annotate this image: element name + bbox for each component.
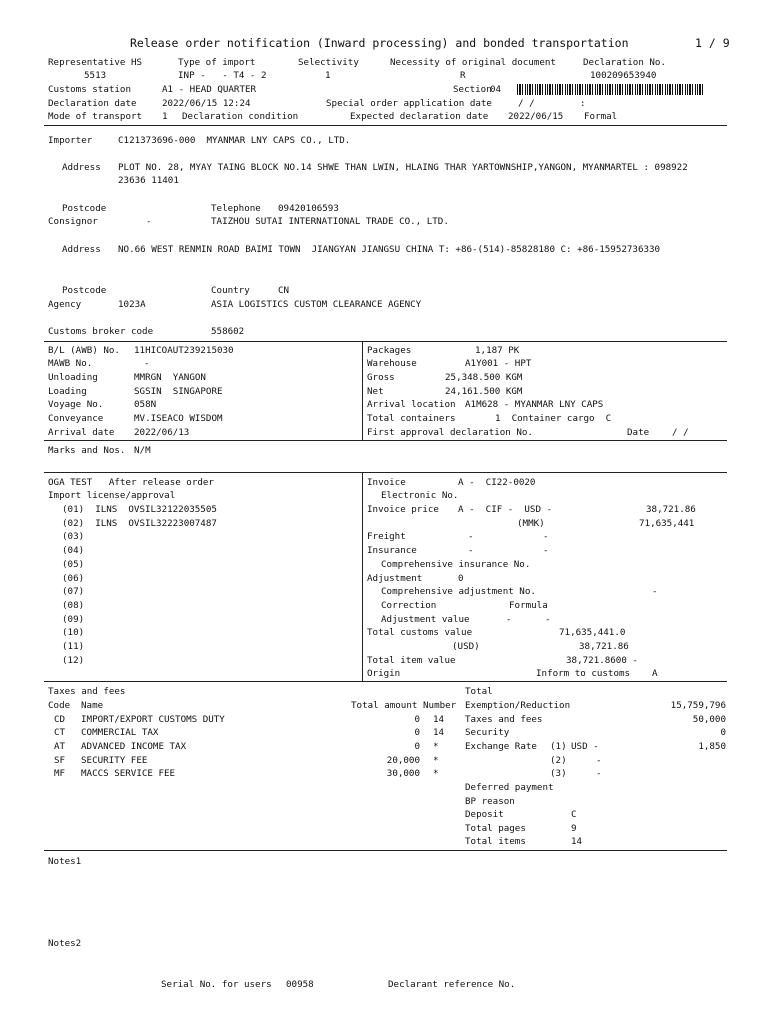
tax-row-number: * xyxy=(433,741,439,752)
adj-value-dash-1: - xyxy=(506,614,512,625)
rep-hs-label: Representative HS xyxy=(48,57,143,68)
exchange-rate-1-index: (1) xyxy=(550,741,567,752)
page-number: 1 / 9 xyxy=(695,36,730,50)
comp-adjustment-dash: - xyxy=(652,586,658,597)
tax-row-number: * xyxy=(433,755,439,766)
importer-telephone-label: Telephone xyxy=(211,203,261,214)
freight-label: Freight xyxy=(367,531,406,542)
expected-date-label: Expected declaration date xyxy=(350,111,489,122)
first-approval-date-value: / / xyxy=(672,427,689,438)
serial-no-label: Serial No. for users xyxy=(161,979,272,990)
electronic-no-label: Electronic No. xyxy=(381,490,459,501)
license-04: (04) xyxy=(62,545,85,556)
total-items-label: Total items xyxy=(465,836,526,847)
license-03: (03) xyxy=(62,531,85,542)
adjustment-label: Adjustment xyxy=(367,573,423,584)
consignor-address: NO.66 WEST RENMIN ROAD BAIMI TOWN JIANGYAN JIANGSU CHINA T: +86-(514)-85828180 C: +86-15952736330 xyxy=(118,244,661,255)
importer-address-line2: 23636 11401 xyxy=(118,175,179,186)
exchange-rate-2-dash: - xyxy=(596,755,602,766)
section-value: 04 xyxy=(490,84,502,95)
license-09: (09) xyxy=(62,614,85,625)
invoice-price-terms: A - CIF - USD - xyxy=(458,504,553,515)
consignor-code: - xyxy=(146,216,152,227)
tax-row-code: MF xyxy=(54,768,66,779)
warehouse-value: A1Y001 - HPT xyxy=(465,358,532,369)
broker-code-value: 558602 xyxy=(211,326,245,337)
packages-value: 1,187 PK xyxy=(475,345,520,356)
unloading-value: MMRGN YANGON xyxy=(134,372,206,383)
tax-row-name: SECURITY FEE xyxy=(81,755,148,766)
notes2-label: Notes2 xyxy=(48,938,82,949)
tax-row-name: COMMERCIAL TAX xyxy=(81,727,159,738)
license-02: (02) ILNS OVSIL32223007487 xyxy=(62,518,217,529)
type-import-value: INP - - T4 - 2 xyxy=(178,70,267,81)
loading-label: Loading xyxy=(48,386,87,397)
bl-label: B/L (AWB) No. xyxy=(48,345,120,356)
divider-oga-top xyxy=(44,472,727,473)
tax-row-code: SF xyxy=(54,755,66,766)
license-10: (10) xyxy=(62,627,85,638)
total-pages-label: Total pages xyxy=(465,823,526,834)
adjustment-value: 0 xyxy=(458,573,464,584)
total-item-value: 38,721.8600 - xyxy=(566,655,638,666)
total-customs-value: 71,635,441.0 xyxy=(559,627,626,638)
selectivity-value: 1 xyxy=(325,70,331,81)
expected-date-value: 2022/06/15 xyxy=(508,111,564,122)
consignor-country-label: Country xyxy=(211,285,250,296)
barcode-image xyxy=(517,84,703,95)
license-11: (11) xyxy=(62,641,85,652)
tax-row-amount: 0 xyxy=(414,714,420,725)
tax-row-code: AT xyxy=(54,741,66,752)
customs-station-label: Customs station xyxy=(48,84,131,95)
license-07: (07) xyxy=(62,586,85,597)
consignor-address-label: Address xyxy=(62,244,101,255)
declarant-ref-label: Declarant reference No. xyxy=(388,979,516,990)
importer-telephone-value: 09420106593 xyxy=(278,203,339,214)
divider-transport-top xyxy=(44,341,727,342)
inform-label: Inform to customs xyxy=(536,668,631,679)
usd-label: (USD) xyxy=(452,641,480,652)
invoice-price-label: Invoice price xyxy=(367,504,439,515)
broker-code-label: Customs broker code xyxy=(48,326,154,337)
freight-dash-2: - xyxy=(543,531,549,542)
customs-station-value: A1 - HEAD QUARTER xyxy=(162,84,257,95)
taxes-number-header: Number xyxy=(423,700,457,711)
agency-label: Agency xyxy=(48,299,82,310)
serial-no-value: 00958 xyxy=(286,979,314,990)
tax-row-amount: 20,000 xyxy=(386,755,420,766)
tax-row-name: IMPORT/EXPORT CUSTOMS DUTY xyxy=(81,714,225,725)
bl-value: 11HICOAUT239215030 xyxy=(134,345,234,356)
mawb-value: - xyxy=(144,358,150,369)
net-label: Net xyxy=(367,386,384,397)
invoice-label: Invoice xyxy=(367,477,406,488)
first-approval-label: First approval declaration No. xyxy=(367,427,533,438)
tax-row-name: ADVANCED INCOME TAX xyxy=(81,741,187,752)
bp-reason-label: BP reason xyxy=(465,796,515,807)
document-title: Release order notification (Inward processing) and bonded transportation xyxy=(130,36,629,50)
invoice-price-usd: 38,721.86 xyxy=(646,504,696,515)
freight-dash-1: - xyxy=(468,531,474,542)
voyage-label: Voyage No. xyxy=(48,399,104,410)
formula-label: Formula xyxy=(509,600,548,611)
total-item-label: Total item value xyxy=(367,655,456,666)
conveyance-label: Conveyance xyxy=(48,413,104,424)
comp-insurance-label: Comprehensive insurance No. xyxy=(381,559,531,570)
consignor-postcode-label: Postcode xyxy=(62,285,107,296)
orig-doc-label: Necessity of original document xyxy=(390,57,556,68)
tax-row-code: CT xyxy=(54,727,66,738)
security-value: 0 xyxy=(720,727,726,738)
import-license-label: Import license/approval xyxy=(48,490,176,501)
origin-label: Origin xyxy=(367,668,401,679)
consignor-name: TAIZHOU SUTAI INTERNATIONAL TRADE CO., LTD. xyxy=(211,216,449,227)
loading-value: SGSIN SINGAPORE xyxy=(134,386,223,397)
taxes-title: Taxes and fees xyxy=(48,686,126,697)
agency-code: 1023A xyxy=(118,299,146,310)
total-customs-label: Total customs value xyxy=(367,627,473,638)
tax-row-number: * xyxy=(433,768,439,779)
arrival-date-value: 2022/06/13 xyxy=(134,427,190,438)
tax-row-amount: 0 xyxy=(414,727,420,738)
section-label: Section xyxy=(453,84,492,95)
tax-row-amount: 0 xyxy=(414,741,420,752)
license-01: (01) ILNS OVSIL32122035505 xyxy=(62,504,217,515)
adjustment-value-label: Adjustment value xyxy=(381,614,470,625)
exchange-rate-3-dash: - xyxy=(596,768,602,779)
insurance-dash-2: - xyxy=(543,545,549,556)
expected-decl-type: Formal xyxy=(584,111,618,122)
consignor-label: Consignor xyxy=(48,216,98,227)
tax-row-number: 14 xyxy=(433,727,445,738)
gross-value: 25,348.500 KGM xyxy=(445,372,523,383)
decl-condition-label: Declaration condition xyxy=(182,111,299,122)
first-approval-date-label: Date xyxy=(627,427,650,438)
deferred-payment-label: Deferred payment xyxy=(465,782,554,793)
license-06: (06) xyxy=(62,573,85,584)
total-items-value: 14 xyxy=(571,836,583,847)
divider-header xyxy=(44,125,727,126)
invoice-value: A - CI22-0020 xyxy=(458,477,536,488)
divider-taxes-top xyxy=(44,681,727,682)
exchange-rate-label: Exchange Rate xyxy=(465,741,537,752)
decl-no-label: Declaration No. xyxy=(583,57,666,68)
taxes-amount-header: Total amount xyxy=(351,700,418,711)
importer-address-line1: PLOT NO. 28, MYAY TAING BLOCK NO.14 SHWE THAN LWIN, HLAING THAR YARTOWNSHIP,YANGON, MYANMARTEL : 098922 xyxy=(118,162,688,173)
license-08: (08) xyxy=(62,600,85,611)
arrival-location-value: A1M628 - MYANMAR LNY CAPS xyxy=(465,399,604,410)
marks-label: Marks and Nos. xyxy=(48,445,126,456)
exemption-value: 15,759,796 xyxy=(670,700,726,711)
totals-title: Total xyxy=(465,686,493,697)
license-12: (12) xyxy=(62,655,85,666)
divider-transport-mid xyxy=(362,341,363,440)
adj-value-dash-2: - xyxy=(545,614,551,625)
special-order-value: / / xyxy=(518,98,535,109)
decl-date-label: Declaration date xyxy=(48,98,137,109)
divider-marks-top xyxy=(44,440,727,441)
decl-date-value: 2022/06/15 12:24 xyxy=(162,98,251,109)
comp-adjustment-label: Comprehensive adjustment No. xyxy=(381,586,536,597)
oga-label: OGA TEST After release order xyxy=(48,477,214,488)
voyage-value: 058N xyxy=(134,399,157,410)
type-import-label: Type of import xyxy=(178,57,256,68)
selectivity-label: Selectivity xyxy=(298,57,359,68)
mawb-label: MAWB No. xyxy=(48,358,93,369)
unloading-label: Unloading xyxy=(48,372,98,383)
total-pages-value: 9 xyxy=(571,823,577,834)
consignor-country-value: CN xyxy=(278,285,290,296)
exemption-label: Exemption/Reduction xyxy=(465,700,571,711)
arrival-location-label: Arrival location xyxy=(367,399,456,410)
inform-value: A xyxy=(652,668,658,679)
agency-name: ASIA LOGISTICS CUSTOM CLEARANCE AGENCY xyxy=(211,299,422,310)
invoice-price-mmk: 71,635,441 xyxy=(639,518,695,529)
notes1-label: Notes1 xyxy=(48,856,82,867)
importer-postcode-label: Postcode xyxy=(62,203,107,214)
gross-label: Gross xyxy=(367,372,395,383)
total-containers-label: Total containers xyxy=(367,413,456,424)
tax-row-amount: 30,000 xyxy=(386,768,420,779)
exchange-rate-1-value: 1,850 xyxy=(698,741,726,752)
net-value: 24,161.500 KGM xyxy=(445,386,523,397)
taxes-code-header: Code xyxy=(48,700,71,711)
conveyance-value: MV.ISEACO WISDOM xyxy=(134,413,223,424)
deposit-label: Deposit xyxy=(465,809,504,820)
importer-label: Importer xyxy=(48,135,93,146)
divider-oga-mid xyxy=(362,472,363,681)
security-label: Security xyxy=(465,727,510,738)
orig-doc-value: R xyxy=(460,70,466,81)
transport-mode-label: Mode of transport xyxy=(48,111,143,122)
special-order-time: : xyxy=(580,98,586,109)
deposit-value: C xyxy=(571,809,577,820)
exchange-rate-1-currency: USD - xyxy=(571,741,599,752)
total-containers-value: 1 Container cargo C xyxy=(495,413,612,424)
correction-label: Correction xyxy=(381,600,437,611)
tax-row-number: 14 xyxy=(433,714,445,725)
special-order-label: Special order application date xyxy=(326,98,492,109)
packages-label: Packages xyxy=(367,345,412,356)
rep-hs-value: 5513 xyxy=(84,70,107,81)
importer-address-label: Address xyxy=(62,162,101,173)
total-customs-usd: 38,721.86 xyxy=(579,641,629,652)
marks-value: N/M xyxy=(134,445,151,456)
insurance-label: Insurance xyxy=(367,545,417,556)
exchange-rate-2-index: (2) xyxy=(550,755,567,766)
warehouse-label: Warehouse xyxy=(367,358,417,369)
taxes-name-header: Name xyxy=(81,700,104,711)
insurance-dash-1: - xyxy=(468,545,474,556)
license-05: (05) xyxy=(62,559,85,570)
exchange-rate-3-index: (3) xyxy=(550,768,567,779)
tax-row-name: MACCS SERVICE FEE xyxy=(81,768,176,779)
transport-mode-value: 1 xyxy=(162,111,168,122)
importer-value: C121373696-000 MYANMAR LNY CAPS CO., LTD. xyxy=(118,135,351,146)
tax-row-code: CD xyxy=(54,714,66,725)
totals-taxes-value: 50,000 xyxy=(692,714,726,725)
arrival-date-label: Arrival date xyxy=(48,427,115,438)
decl-no-value: 100209653940 xyxy=(590,70,657,81)
divider-notes-top xyxy=(44,850,727,851)
totals-taxes-label: Taxes and fees xyxy=(465,714,543,725)
mmk-label: (MMK) xyxy=(517,518,545,529)
